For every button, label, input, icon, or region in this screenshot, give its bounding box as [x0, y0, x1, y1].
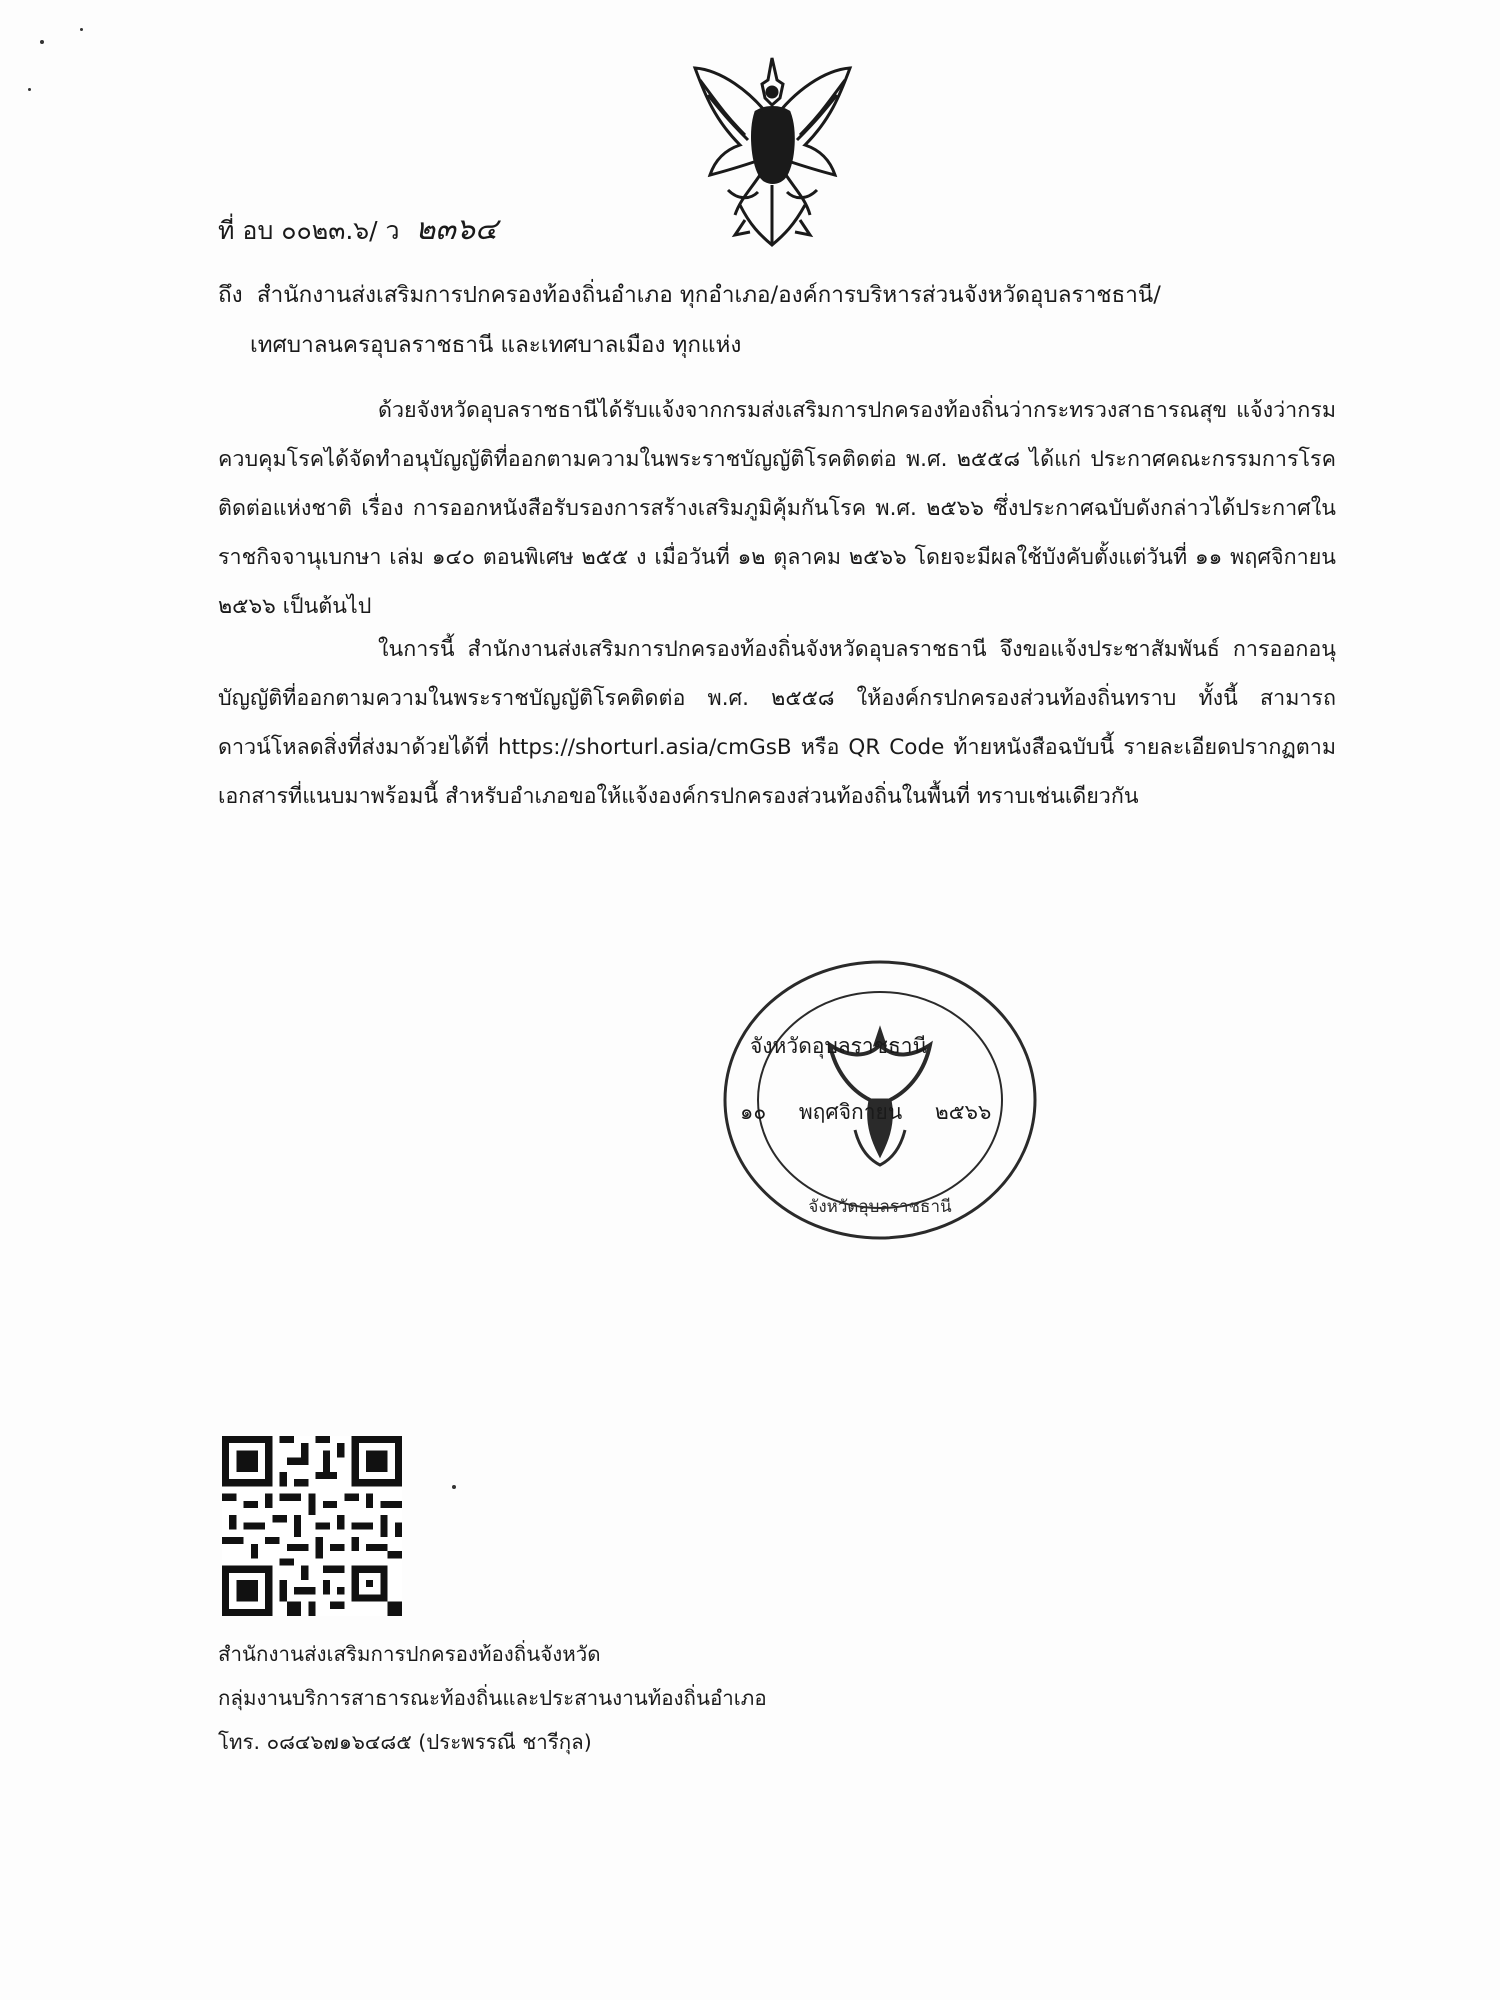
footer-phone: โทร. ๐๘๔๖๗๑๖๔๘๕ (ประพรรณี ชารีกุล)	[218, 1730, 592, 1754]
document-number	[218, 206, 498, 253]
footer-office: สำนักงานส่งเสริมการปกครองท้องถิ่นจังหวัด	[218, 1642, 601, 1666]
recipient-block	[218, 270, 1338, 370]
seal-date-year: ๒๕๖๖	[934, 1100, 992, 1124]
body-paragraph-2: ในการนี้ สำนักงานส่งเสริมการปกครองท้องถิ่นจังหวัดอุบลราชธานี จึงขอแจ้งประชาสัมพันธ์ การออกอนุบัญญัติที่ออกตามความในพระราชบัญญัติโรคติดต่อ พ.ศ. ๒๕๕๘ ให้องค์กรปกครองส่วนท้องถิ่นทราบ ทั้งนี้ สามารถดาวน์โหลดสิ่งที่ส่งมาด้วยได้ที่ https://shorturl.asia/cmGsB หรือ QR Code ท้ายหนังสือฉบับนี้ รายละเอียดปรากฏตามเอกสารที่แนบมาพร้อมนี้ สำหรับอำเภอขอให้แจ้งองค์กรปกครองส่วนท้องถิ่นในพื้นที่ ทราบเช่นเดียวกัน	[218, 637, 1336, 809]
document-number-text: ที่ อบ ๐๐๒๓.๖/ ว	[218, 216, 400, 245]
recipient-line-2: เทศบาลนครอุบลราชธานี และเทศบาลเมือง ทุกแห่ง	[250, 332, 742, 358]
qr-code-icon	[222, 1436, 402, 1616]
scan-speck	[452, 1485, 456, 1489]
handwritten-number: ๒๓๖๔	[415, 212, 498, 247]
footer-contact	[218, 1632, 767, 1764]
seal-date-month: พฤศจิกายน	[798, 1100, 903, 1124]
seal-ring-text: จังหวัดอุบลราชธานี	[808, 1197, 952, 1217]
scan-speck	[28, 88, 31, 91]
body-paragraph-1: ด้วยจังหวัดอุบลราชธานีได้รับแจ้งจากกรมส่งเสริมการปกครองท้องถิ่นว่ากระทรวงสาธารณสุข แจ้งว่ากรมควบคุมโรคได้จัดทำอนุบัญญัติที่ออกตามความในพระราชบัญญัติโรคติดต่อ พ.ศ. ๒๕๕๘ ได้แก่ ประกาศคณะกรรมการโรคติดต่อแห่งชาติ เรื่อง การออกหนังสือรับรองการสร้างเสริมภูมิคุ้มกันโรค พ.ศ. ๒๕๖๖ ซึ่งประกาศฉบับดังกล่าวได้ประกาศในราชกิจจานุเบกษา เล่ม ๑๔๐ ตอนพิเศษ ๒๕๕ ง เมื่อวันที่ ๑๒ ตุลาคม ๒๕๖๖ โดยจะมีผลใช้บังคับตั้งแต่วันที่ ๑๑ พฤศจิกายน ๒๕๖๖ เป็นต้นไป	[218, 398, 1336, 619]
garuda-emblem-icon	[680, 50, 865, 255]
seal-date-day: ๑๐	[740, 1100, 767, 1124]
seal-province: จังหวัดอุบลราชธานี	[750, 1034, 927, 1058]
scan-speck	[40, 40, 44, 44]
scan-speck	[80, 28, 83, 31]
recipient-label: ถึง	[218, 282, 243, 308]
footer-group: กลุ่มงานบริการสาธารณะท้องถิ่นและประสานงานท้องถิ่นอำเภอ	[218, 1686, 767, 1710]
seal-date	[740, 1096, 1017, 1129]
recipient-line-1: สำนักงานส่งเสริมการปกครองท้องถิ่นอำเภอ ทุกอำเภอ/องค์การบริหารส่วนจังหวัดอุบลราชธานี/	[256, 282, 1161, 308]
